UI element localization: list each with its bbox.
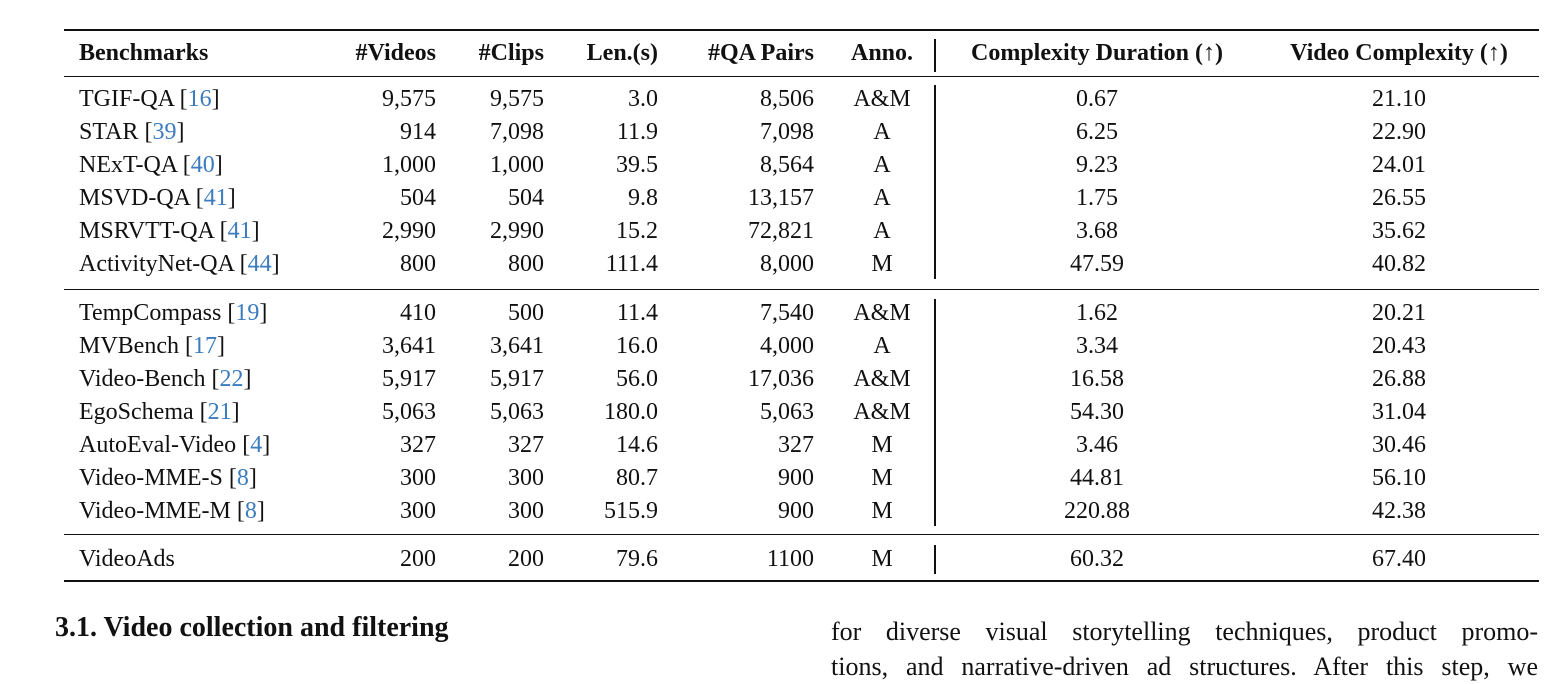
cell-videos-count: 5,063 [382,399,436,425]
cell-qa-pairs-count: 900 [778,498,814,524]
cell-length-seconds: 79.6 [616,546,658,572]
citation-link[interactable]: 16 [187,86,212,112]
cell-clips-count: 5,063 [490,399,544,425]
cell-video-complexity: 26.55 [1372,185,1426,211]
cell-length-seconds: 11.4 [616,300,658,326]
cell-clips-count: 7,098 [490,119,544,145]
cell-videos-count: 504 [400,185,436,211]
cell-video-complexity: 20.43 [1372,333,1426,359]
benchmark-label: NExT-QA [79,152,177,178]
column-separator [934,545,936,574]
cell-annotation-type: M [871,498,893,524]
body-line: tions, and narrative-driven ad structures. After this step, we [831,652,1538,681]
citation-link[interactable]: 41 [227,218,252,244]
cell-benchmark-name: AutoEval-Video [4] [79,432,271,458]
column-header-complexity-duration: Complexity Duration (↑) [971,40,1223,66]
cell-length-seconds: 39.5 [616,152,658,178]
cell-video-complexity: 40.82 [1372,251,1426,277]
citation-link[interactable]: 19 [235,300,260,326]
table-rule [64,534,1539,535]
cell-video-complexity: 21.10 [1372,86,1426,112]
cell-length-seconds: 180.0 [604,399,658,425]
table-row [64,83,1539,116]
cell-video-complexity: 42.38 [1372,498,1426,524]
cell-videos-count: 2,990 [382,218,436,244]
cell-video-complexity: 30.46 [1372,432,1426,458]
cell-qa-pairs-count: 327 [778,432,814,458]
citation-link[interactable]: 8 [236,465,249,491]
table-row [64,297,1539,330]
benchmark-label: ActivityNet-QA [79,251,234,277]
cell-complexity-duration: 3.68 [1076,218,1118,244]
cell-benchmark-name: MSRVTT-QA [41] [79,218,260,244]
cell-qa-pairs-count: 13,157 [748,185,814,211]
body-paragraph [831,614,1538,684]
citation-link[interactable]: 21 [207,399,232,425]
cell-annotation-type: M [871,432,893,458]
cell-annotation-type: M [871,465,893,491]
cell-length-seconds: 3.0 [628,86,658,112]
cell-videos-count: 327 [400,432,436,458]
table-row [64,363,1539,396]
cell-benchmark-name: Video-MME-S [8] [79,465,257,491]
cell-annotation-type: M [871,251,893,277]
cell-clips-count: 1,000 [490,152,544,178]
cell-annotation-type: A&M [853,366,911,392]
table-row [64,215,1539,248]
cell-annotation-type: A&M [853,300,911,326]
cell-qa-pairs-count: 7,098 [760,119,814,145]
table-row [64,396,1539,429]
cell-clips-count: 2,990 [490,218,544,244]
cell-qa-pairs-count: 900 [778,465,814,491]
table-row [64,495,1539,528]
benchmark-label: AutoEval-Video [79,432,237,458]
cell-video-complexity: 35.62 [1372,218,1426,244]
cell-video-complexity: 20.21 [1372,300,1426,326]
table-header-row [64,37,1539,70]
cell-clips-count: 300 [508,465,544,491]
table-row [64,248,1539,281]
cell-qa-pairs-count: 1100 [766,546,814,572]
benchmark-label: STAR [79,119,139,145]
cell-complexity-duration: 1.62 [1076,300,1118,326]
table-row [64,149,1539,182]
cell-videos-count: 410 [400,300,436,326]
cell-benchmark-name: EgoSchema [21] [79,399,240,425]
cell-video-complexity: 67.40 [1372,546,1426,572]
column-header-video-complexity: Video Complexity (↑) [1290,40,1508,66]
cell-qa-pairs-count: 8,506 [760,86,814,112]
cell-complexity-duration: 9.23 [1076,152,1118,178]
cell-videos-count: 1,000 [382,152,436,178]
cell-annotation-type: A [873,152,891,178]
cell-length-seconds: 515.9 [604,498,658,524]
section-heading: 3.1. Video collection and filtering [55,612,449,643]
citation-link[interactable]: 22 [219,366,244,392]
cell-clips-count: 200 [508,546,544,572]
cell-clips-count: 800 [508,251,544,277]
benchmark-label: Video-MME-M [79,498,231,524]
cell-benchmark-name: MSVD-QA [41] [79,185,236,211]
column-separator [934,85,936,279]
cell-benchmark-name: NExT-QA [40] [79,152,223,178]
cell-annotation-type: A [873,218,891,244]
cell-videos-count: 5,917 [382,366,436,392]
column-header-benchmark-name: Benchmarks [79,40,209,66]
cell-benchmark-name: Video-MME-M [8] [79,498,265,524]
table-row [64,462,1539,495]
cell-complexity-duration: 44.81 [1070,465,1124,491]
column-separator [934,299,936,526]
cell-complexity-duration: 1.75 [1076,185,1118,211]
table-row [64,182,1539,215]
cell-videos-count: 3,641 [382,333,436,359]
column-header-annotation-type: Anno. [850,40,914,66]
cell-video-complexity: 22.90 [1372,119,1426,145]
cell-length-seconds: 14.6 [616,432,658,458]
cell-qa-pairs-count: 7,540 [760,300,814,326]
cell-clips-count: 3,641 [490,333,544,359]
cell-length-seconds: 11.9 [616,119,658,145]
cell-videos-count: 300 [400,498,436,524]
cell-video-complexity: 31.04 [1372,399,1426,425]
benchmark-label: MSRVTT-QA [79,218,214,244]
column-separator [934,39,936,72]
cell-clips-count: 500 [508,300,544,326]
cell-complexity-duration: 6.25 [1076,119,1118,145]
cell-benchmark-name: TempCompass [19] [79,300,268,326]
table-rule [64,29,1539,31]
cell-annotation-type: A [873,119,891,145]
cell-qa-pairs-count: 4,000 [760,333,814,359]
cell-qa-pairs-count: 5,063 [760,399,814,425]
benchmark-label: MVBench [79,333,179,359]
benchmark-label: MSVD-QA [79,185,190,211]
cell-length-seconds: 16.0 [616,333,658,359]
cell-complexity-duration: 0.67 [1076,86,1118,112]
cell-annotation-type: A&M [853,399,911,425]
cell-annotation-type: A [873,185,891,211]
cell-complexity-duration: 60.32 [1070,546,1124,572]
table-rule [64,289,1539,290]
cell-length-seconds: 15.2 [616,218,658,244]
cell-qa-pairs-count: 8,000 [760,251,814,277]
table-row [64,429,1539,462]
cell-clips-count: 5,917 [490,366,544,392]
column-header-qa-pairs-count: #QA Pairs [708,40,814,66]
cell-videos-count: 9,575 [382,86,436,112]
cell-videos-count: 200 [400,546,436,572]
cell-videos-count: 914 [400,119,436,145]
cell-annotation-type: M [871,546,893,572]
cell-benchmark-name: ActivityNet-QA [44] [79,251,280,277]
cell-videos-count: 800 [400,251,436,277]
cell-length-seconds: 9.8 [628,185,658,211]
cell-length-seconds: 56.0 [616,366,658,392]
citation-link[interactable]: 4 [250,432,263,458]
cell-benchmark-name [79,543,175,576]
cell-benchmark-name: Video-Bench [22] [79,366,252,392]
cell-complexity-duration: 16.58 [1070,366,1124,392]
cell-video-complexity: 24.01 [1372,152,1426,178]
citation-link[interactable]: 39 [152,119,177,145]
cell-clips-count: 504 [508,185,544,211]
cell-benchmark-name: MVBench [17] [79,333,225,359]
table-row [64,543,1539,576]
cell-qa-pairs-count: 17,036 [748,366,814,392]
cell-benchmark-name: TGIF-QA [16] [79,86,220,112]
table-row [64,116,1539,149]
cell-video-complexity: 56.10 [1372,465,1426,491]
cell-videos-count: 300 [400,465,436,491]
benchmark-label: TGIF-QA [79,86,174,112]
column-header-length-seconds: Len.(s) [586,40,658,66]
benchmark-label: Video-Bench [79,366,206,392]
cell-video-complexity: 26.88 [1372,366,1426,392]
cell-clips-count: 327 [508,432,544,458]
citation-link[interactable]: 44 [247,251,272,277]
cell-benchmark-name: STAR [39] [79,119,185,145]
cell-annotation-type: A [873,333,891,359]
cell-complexity-duration: 47.59 [1070,251,1124,277]
column-header-clips-count: #Clips [478,40,544,66]
table-rule [64,76,1539,77]
cell-clips-count: 300 [508,498,544,524]
citation-link[interactable]: 40 [190,152,215,178]
cell-qa-pairs-count: 72,821 [748,218,814,244]
citation-link[interactable]: 8 [244,498,257,524]
cell-complexity-duration: 3.34 [1076,333,1118,359]
cell-qa-pairs-count: 8,564 [760,152,814,178]
cell-annotation-type: A&M [853,86,911,112]
table-row [64,330,1539,363]
citation-link[interactable]: 17 [192,333,217,359]
cell-length-seconds: 80.7 [616,465,658,491]
citation-link[interactable]: 41 [203,185,228,211]
benchmark-label: TempCompass [79,300,222,326]
benchmark-label: EgoSchema [79,399,194,425]
benchmark-label: VideoAds [79,546,175,572]
table-rule [64,580,1539,582]
cell-complexity-duration: 220.88 [1064,498,1130,524]
cell-clips-count: 9,575 [490,86,544,112]
cell-complexity-duration: 3.46 [1076,432,1118,458]
column-header-videos-count: #Videos [355,40,436,66]
benchmark-label: Video-MME-S [79,465,229,491]
body-line: for diverse visual storytelling techniques, product promo- [831,617,1538,646]
cell-complexity-duration: 54.30 [1070,399,1124,425]
cell-length-seconds: 111.4 [605,251,658,277]
